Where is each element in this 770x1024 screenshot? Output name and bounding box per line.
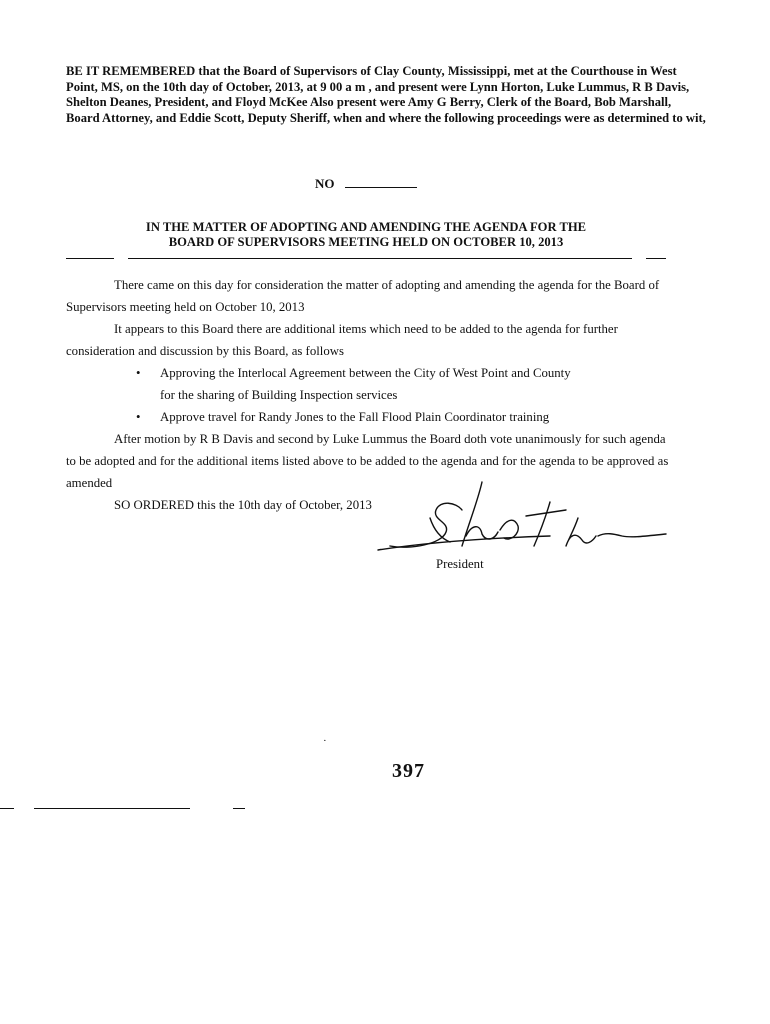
list-item-text: Approve travel for Randy Jones to the Fall Flood Plain Coordinator training	[160, 410, 550, 424]
list-item-text: Approving the Interlocal Agreement between the City of West Point and County	[160, 366, 571, 380]
caption-divider	[66, 258, 666, 259]
bullet-marker: •	[136, 366, 141, 380]
paragraph-consideration: There came on this day for consideration the matter of adopting and amending the agenda for the Board of Supervisors meeting held on October 10, 2013	[66, 278, 660, 314]
list-item	[136, 362, 571, 384]
caption-line-1: IN THE MATTER OF ADOPTING AND AMENDING THE AGENDA FOR THE	[145, 220, 587, 234]
caption-line-2: BOARD OF SUPERVISORS MEETING HELD ON OCTOBER 10, 2013	[168, 235, 564, 249]
divider-gap	[114, 256, 128, 260]
bullet-marker: •	[136, 410, 141, 424]
page-number: 397	[392, 760, 425, 782]
list-item	[136, 406, 549, 428]
divider-gap	[632, 256, 646, 260]
preamble-paragraph: BE IT REMEMBERED that the Board of Supervisors of Clay County, Mississippi, met at the Courthouse in West Point, MS, on the 10th day of October, 2013, at 9 00 a m , and present were Lynn Horton, Luke Lummus, R B Davis, Shelton Deanes, President, and Floyd McKee Also present were Amy G Berry, Clerk of the Board, Bob Marshall, Board Attorney, and Eddie Scott, Deputy Sheriff, when and where the following proceedings were as determined to wit,	[66, 64, 706, 125]
handwritten-signature	[370, 480, 670, 560]
caption-heading	[66, 220, 666, 250]
list-item-continuation: for the sharing of Building Inspection services	[160, 388, 398, 402]
footer-rule	[0, 808, 14, 809]
footer-rule	[34, 808, 190, 809]
paragraph-motion: After motion by R B Davis and second by Luke Lummus the Board doth vote unanimously for such agenda to be adopted and for the additional items listed above to be added to the agenda and for the agenda to be approved as amended	[66, 432, 669, 490]
signature-title: President	[436, 557, 484, 571]
resolution-number	[315, 176, 417, 192]
stray-mark: ·	[323, 735, 327, 747]
no-label: NO	[315, 176, 335, 191]
number-blank	[345, 177, 417, 188]
so-ordered-line: SO ORDERED this the 10th day of October, 2013	[114, 498, 372, 512]
footer-rule	[233, 808, 245, 809]
paragraph-additional-items: It appears to this Board there are additional items which need to be added to the agenda for further consideration and discussion by this Board, as follows	[66, 322, 618, 358]
